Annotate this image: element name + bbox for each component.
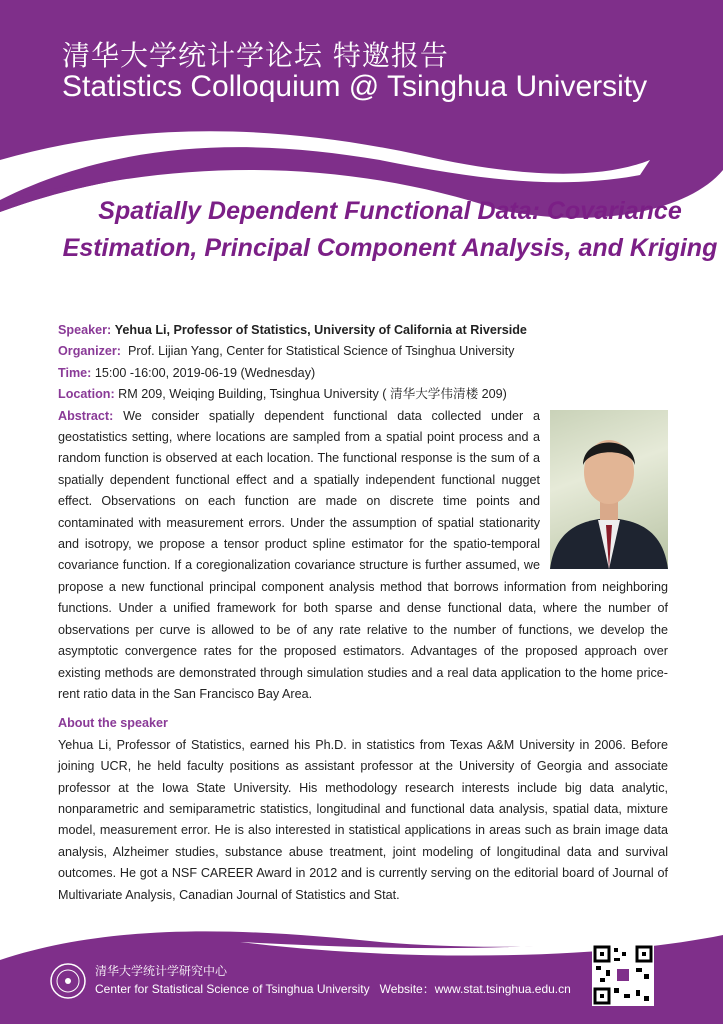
organizer-row — [58, 341, 668, 362]
abstract-label: Abstract: — [58, 408, 114, 423]
abstract-text: We consider spatially dependent functional data collected under a geostatistics setting, where locations are sampled from a spatial point process and a random function is observed at each location. The functional response is the sum of a spatially dependent functional effect and a spatially independent functional nugget effect. Observations on each function are made on discrete time points and contaminated with measurement errors. Under the assumption of spatial stationarity and isotropy, we propose a tensor product spline estimator for the spatio-temporal covariance function. If a coregionalization covariance structure is further assumed, we propose a new functional principal component analysis method that borrows information from neighboring functions. Under a unified framework for both sparse and dense functional data, where the number of observations per curve is allowed to be of any rate relative to the number of functions, we develop the asymptotic convergence rates for the proposed estimators. Advantages of the proposed approach over existing methods are demonstrated through simulation studies and a real data application to the home price-rent ratio data in the San Francisco Bay Area. — [58, 408, 668, 701]
location-value: RM 209, Weiqing Building, Tsinghua University ( 清华大学伟清楼 209) — [118, 387, 507, 402]
location-label: Location: — [58, 387, 115, 402]
footer-line — [95, 980, 571, 997]
time-label: Time: — [58, 365, 92, 380]
speaker-label: Speaker: — [58, 323, 112, 337]
speaker-value: Yehua Li, Professor of Statistics, University of California at Riverside — [114, 323, 527, 337]
location-row — [58, 384, 668, 405]
header-title-cn: 清华大学统计学论坛 特邀报告 — [62, 39, 449, 72]
speaker-row — [58, 320, 668, 341]
time-value: 15:00 -16:00, 2019-06-19 (Wednesday) — [94, 365, 316, 380]
talk-info — [58, 320, 668, 906]
about-speaker-title: About the speaker — [58, 716, 168, 731]
organizer-value: Prof. Lijian Yang, Center for Statistical Science of Tsinghua University — [127, 344, 515, 359]
tsinghua-logo-icon — [50, 963, 86, 999]
header-title-en: Statistics Colloquium @ Tsinghua University — [62, 70, 648, 103]
footer-center-cn: 清华大学统计学研究中心 — [95, 964, 228, 978]
speaker-photo — [550, 410, 668, 569]
about-speaker-text: Yehua Li, Professor of Statistics, earned his Ph.D. in statistics from Texas A&M University in 2006. Before joining UCR, he held faculty positions as assistant professor at the University of Georgia and associate professor at the Iowa State University. His methodology research interests include big data analytic, nonparametric and semiparametric statistics, longitudinal and functional data analysis, spatial data, mixture model, measurement error. He is also interested in statistical applications in areas such as brain image data analysis, Alzheimer studies, substance abuse treatment, joint modeling of longitudinal data and survival outcomes. He got a NSF CAREER Award in 2012 and is currently serving on the editorial board of Journal of Multivariate Analysis, Canadian Journal of Statistics and Stat. — [58, 737, 668, 902]
footer-center-en: Center for Statistical Science of Tsinghua University — [95, 982, 370, 996]
organizer-label: Organizer: — [58, 344, 121, 359]
time-row — [58, 363, 668, 384]
abstract — [58, 406, 668, 706]
footer-website: Website：www.stat.tsinghua.edu.cn — [379, 982, 571, 996]
qr-code-icon — [592, 944, 654, 1006]
talk-title: Spatially Dependent Functional Data: Covariance Estimation, Principal Component Analysis, and Kriging — [62, 197, 718, 262]
